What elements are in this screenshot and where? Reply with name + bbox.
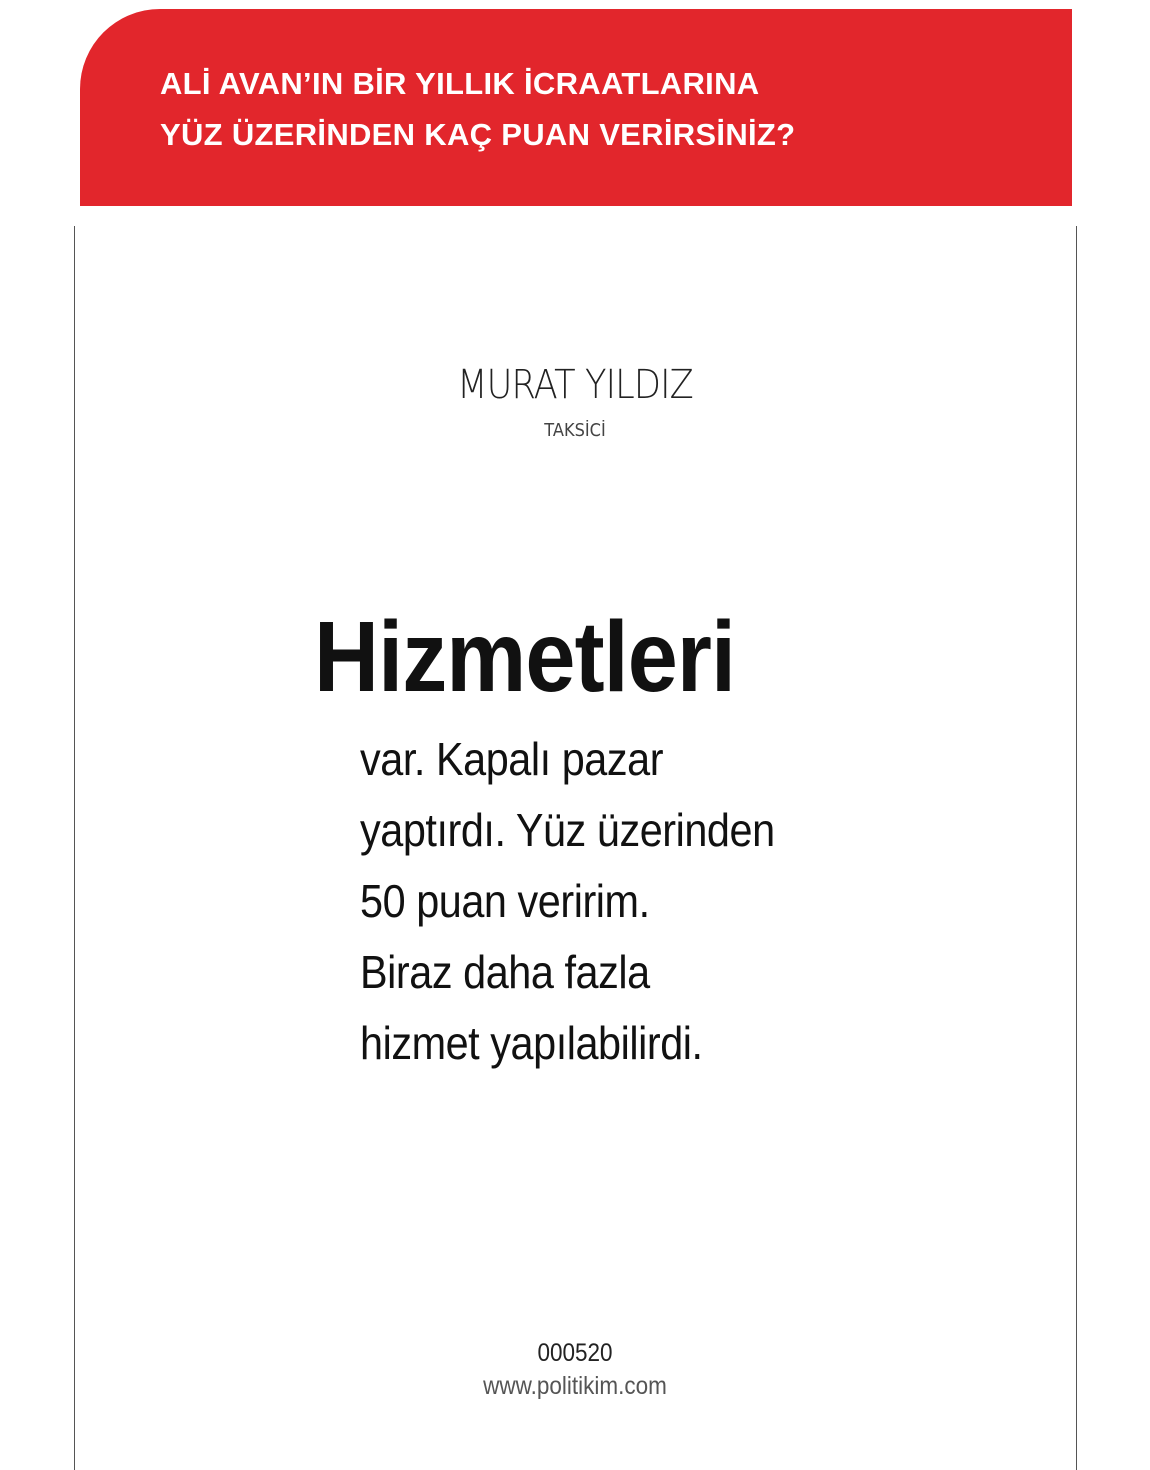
quote-line: hizmet yapılabilirdi. — [360, 1017, 703, 1069]
quote-body — [360, 724, 864, 1079]
header-banner — [80, 9, 1072, 206]
document-code: 000520 — [537, 1339, 613, 1367]
quote-line: yaptırdı. Yüz üzerinden — [360, 804, 775, 856]
right-border-line — [1076, 226, 1077, 1470]
person-name: MURAT YILDIZ — [457, 362, 693, 408]
quote-line: Biraz daha fazla — [360, 946, 650, 998]
header-title-line-2: YÜZ ÜZERİNDEN KAÇ PUAN VERİRSİNİZ? — [160, 117, 796, 152]
quote-headline: Hizmetleri — [314, 601, 736, 713]
left-border-line — [74, 226, 75, 1470]
quote-line: var. Kapalı pazar — [360, 733, 664, 785]
quote-line: 50 puan veririm. — [360, 875, 650, 927]
header-title-line-1: ALİ AVAN’IN BİR YILLIK İCRAATLARINA — [160, 66, 760, 101]
person-role: TAKSİCİ — [544, 420, 606, 441]
website-url: www.politikim.com — [483, 1372, 667, 1400]
